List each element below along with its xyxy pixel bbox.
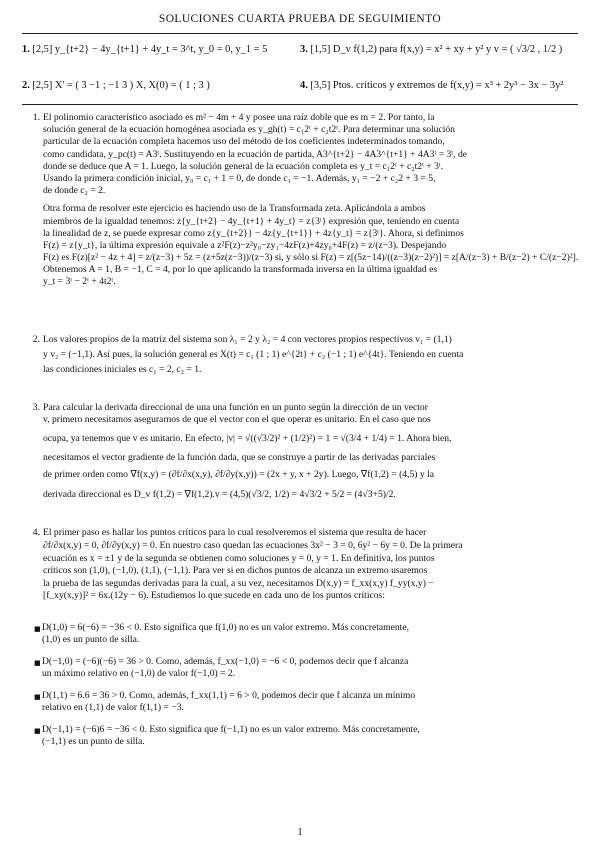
bullet-icon: ■ [34, 693, 41, 701]
text-line: D(1,0) = 6(−6) = −36 < 0. Esto significa que f(1,0) no es un valor extremo. Más concretamente, [42, 622, 409, 633]
solution-2-number: 2. [32, 334, 40, 345]
text-line: Usando la primera condición inicial, y₀ = c₁ + 1 = 0, de donde c₁ = −1. Además, y₁ = −2 + c₂2 + 3 = 5, [43, 172, 436, 184]
text-line: (1,0) es un punto de silla. [42, 634, 140, 646]
top-rule [22, 33, 578, 34]
text-line: un máximo relativo en (−1,0) de valor f(−1,0) = 2. [42, 668, 236, 680]
bullet-icon: ■ [34, 659, 41, 667]
text-line: la linealidad de z, se puede expresar como z{y_{t+2}} − 4z{y_{t+1}} + 4z{y_t} = z{3ᵗ}. Ahora, si definimos [43, 227, 464, 239]
text-line: de donde c₂ = 2. [43, 185, 106, 197]
text-line: como candidata, y_pc(t) = A3ᵗ. Sustituyendo en la ecuación de partida, A3^{t+2} − 4A3^{t+1} + 4A3ᵗ = 3ᵗ, de [43, 148, 468, 160]
text-line: F(z) es F(z)[z² − 4z + 4] = z/(z−3) + 5z = (z+5z(z−3))/(z−3) si, y sólo si F(z) = z[(5z−14)/((z−3)(z−2)²)] = z[A/(z−3) + B/(z−2) + C/(z−2)²]. [43, 252, 579, 264]
text-line: necesitamos el vector gradiente de la función dada, que se construye a partir de las derivadas parciales [43, 452, 436, 464]
problem-2-number: 2. [22, 80, 30, 91]
bullet-icon: ■ [34, 625, 41, 633]
text-line: las condiciones iniciales es c₁ = 2, c₂ = 1. [43, 364, 202, 376]
text-line: donde se deduce que A = 1. Luego, la solución general de la ecuación completa es y_t = c₁2ᵗ + c₂t2ᵗ + 3ᵗ. [43, 160, 444, 172]
list-item [42, 622, 565, 646]
list-item [42, 690, 565, 714]
problem-1-number: 1. [22, 44, 30, 55]
text-line: derivada direccional es D_v f(1,2) = ∇f(1,2).v = (4,5)(√3/2, 1/2) = 4√3/2 + 5/2 = (4√3+5)/2. [43, 488, 396, 500]
text-line: y_t = 3ᵗ − 2ᵗ + 4t2ᵗ. [43, 276, 116, 288]
problem-2 [22, 80, 210, 92]
problem-3 [300, 44, 562, 56]
text-line: la prueba de las segundas derivadas para la cual, a su vez, necesitamos D(x,y) = f_xx(x,y) f_yy(x,y) − [43, 577, 434, 589]
text-line: ∂f/∂x(x,y) = 0, ∂f/∂y(x,y) = 0. En nuestro caso quedan las ecuaciones 3x² − 3 = 0, 6y² − 6y = 0. De la primera [43, 540, 463, 552]
text-line: ocupa, ya tenemos que v es unitario. En efecto, |v| = √((√3/2)² + (1/2)²) = 1 = √(3/4 + 1/4) = 1. Ahora bien, [43, 433, 452, 445]
text-line: Los valores propios de la matriz del sistema son λ₁ = 2 y λ₂ = 4 con vectores propios respectivos v₁ = (1,1) [43, 334, 452, 345]
text-line: [f_xy(x,y)]² = 6x.(12y − 6). Estudiemos lo que sucede en cada uno de los puntos críticos: [43, 589, 385, 601]
solution-1-body [43, 112, 593, 289]
problem-2-text: [2,5] X' = ( 3 −1 ; −1 3 ) X, X(0) = ( 1 ; 3 ) [32, 80, 210, 91]
problem-1 [22, 44, 267, 56]
solution-2-body [43, 334, 593, 376]
solution-3-number: 3. [32, 402, 40, 413]
text-line: miembros de la igualdad tenemos: z{y_{t+2} − 4y_{t+1} + 4y_t} = z{3ᵗ} expresión que, teniendo en cuenta [43, 215, 460, 227]
text-line: D(−1,1) = (−6)6 = −36 < 0. Esto significa que f(−1,1) no es un valor extremo. Más concretamente, [42, 724, 420, 735]
text-line: D(−1,0) = (−6)(−6) = 36 > 0. Como, además, f_xx(−1,0) = −6 < 0, podemos decir que f alcanza [42, 656, 409, 667]
problem-4-text: [3,5] Ptos. críticos y extremos de f(x,y) = x³ + 2y³ − 3x − 3y² [310, 80, 564, 91]
text-line: Para calcular la derivada direccional de una una función en un punto según la dirección de un vector [43, 402, 428, 413]
text-line: relativo en (1,1) de valor f(1,1) = −3. [42, 702, 184, 714]
text-line: El polinomio característico asociado es m² − 4m + 4 y posee una raíz doble que es m = 2. Por tanto, la [43, 112, 435, 123]
problem-4-number: 4. [300, 80, 308, 91]
text-line: críticos son (1,0), (−1,0), (1,1), (−1,1). Para ver si en dichos puntos de alcanza un extremo usaremos [43, 565, 428, 577]
list-item [42, 724, 565, 748]
solution-4-body [43, 527, 593, 602]
text-line: ecuación es x = ±1 y de la segunda se obtienen como soluciones y = 0, y = 1. En definitiva, los puntos [43, 553, 435, 565]
problem-3-number: 3. [300, 44, 308, 55]
text-line: particular de la ecuación completa hacemos uso del método de los coeficientes indeterminados tomando, [43, 136, 445, 148]
bullet-icon: ■ [34, 727, 41, 735]
list-item [42, 656, 565, 680]
problem-3-text: [1,5] D_v f(1,2) para f(x,y) = x² + xy + y² y v = ( √3/2 , 1/2 ) [310, 44, 563, 55]
text-line: D(1,1) = 6.6 = 36 > 0. Como, además, f_xx(1,1) = 6 > 0, podemos decir que f alcanza un mínimo [42, 690, 416, 701]
solution-1-number: 1. [32, 112, 40, 123]
middle-rule [22, 104, 578, 105]
text-line: (−1,1) es un punto de silla. [42, 736, 145, 748]
page-number: 1 [297, 827, 303, 838]
text-line: El primer paso es hallar los puntos críticos para lo cual resolveremos el sistema que resulta de hacer [43, 527, 427, 538]
solution-3-body [43, 402, 593, 505]
text-line: Otra forma de resolver este ejercicio es haciendo uso de la Transformada zeta. Aplicándola a ambos [43, 203, 426, 215]
text-line: solución general de la ecuación homogénea asociada es y_gh(t) = c₁2ᵗ + c₂t2ᵗ. Para determinar una solución [43, 124, 455, 136]
problem-4 [300, 80, 563, 92]
text-line: y v₂ = (−1,1). Así pues, la solución general es X(t) = c₁ (1 ; 1) e^{2t} + c₂ (−1 ; 1) e^{4t}. Teniendo en cuenta [43, 349, 464, 361]
text-line: F(z) = z{y_t}, la última expresión equivale a z²F(z)−z²y₀−zy₁−4zF(z)+4zy₀+4F(z) = z/(z−3). Despejando [43, 239, 447, 251]
text-line: Obtenemos A = 1, B = −1, C = 4, por lo que aplicando la transformada inversa en la última igualdad es [43, 264, 438, 276]
solution-4-number: 4. [32, 527, 40, 538]
text-line: v, primero necesitamos asegurarnos de que el vector con el que operar es unitario. En el caso que nos [43, 414, 431, 426]
page-title: SOLUCIONES CUARTA PRUEBA DE SEGUIMIENTO [158, 13, 442, 25]
text-line: de primer orden como ∇f(x,y) = (∂f/∂x(x,y), ∂f/∂y(x,y)) = (2x + y, x + 2y). Luego, ∇f(1,2) = (4,5) y la [43, 468, 434, 480]
problem-1-text: [2,5] y_{t+2} − 4y_{t+1} + 4y_t = 3^t, y_0 = 0, y_1 = 5 [32, 44, 268, 55]
